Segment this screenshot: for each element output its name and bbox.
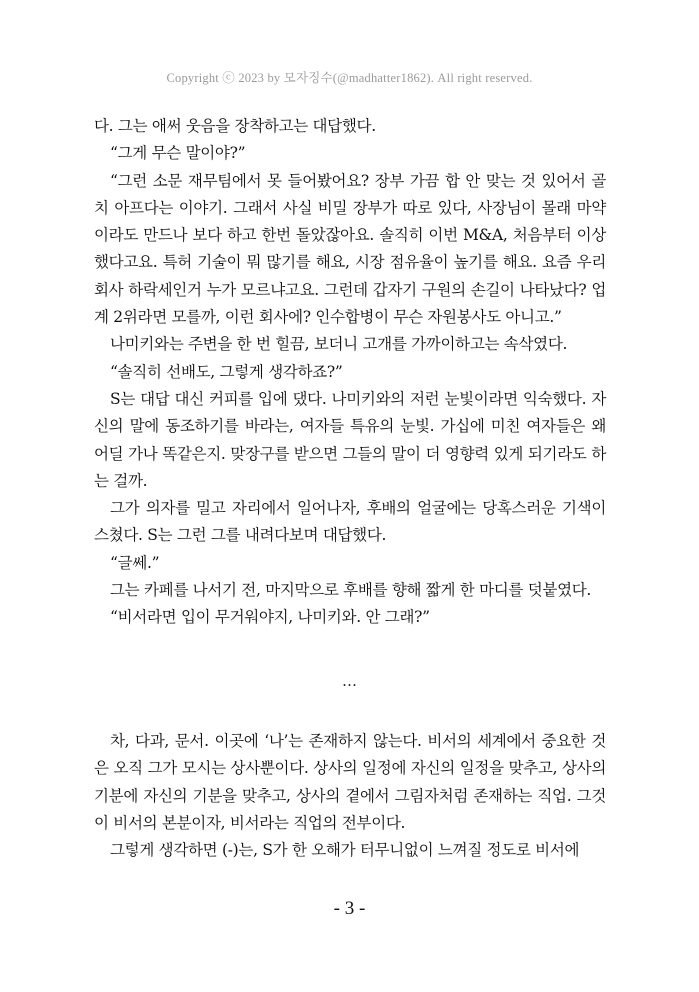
paragraph: “그런 소문 재무팀에서 못 들어봤어요? 장부 가끔 합 안 맞는 것 있어서 골치 아프다는 이야기. 그래서 사실 비밀 장부가 따로 있다, 사장님이 몰래 마약이라도 만드나 보다 하고 한번 돌았잖아요. 솔직히 이번 M&A, 처음부터 이상했다고요. 특허 기술이 뭐 많기를 해요, 시장 점유율이 높기를 해요. 요즘 우리 회사 하락세인거 누가 모르냐고요. 그런데 갑자기 구원의 손길이 나타났다? 업계 2위라면 모를까, 이런 회사에? 인수합병이 무슨 자원봉사도 아니고.” (94, 171, 606, 327)
paragraph: “솔직히 선배도, 그렇게 생각하죠?” (110, 362, 343, 381)
paragraph: “비서라면 입이 무거워야지, 나미키와. 안 그래?” (110, 608, 430, 627)
paragraph: “글쎄.” (110, 553, 160, 572)
section-separator: … (342, 672, 357, 690)
body-text-section-2 (94, 728, 606, 864)
paragraph: “그게 무슨 말이야?” (110, 144, 246, 163)
body-text-section-1 (94, 113, 606, 632)
paragraph: 다. 그는 애써 웃음을 장착하고는 대답했다. (94, 117, 376, 135)
page-number: - 3 - (333, 898, 366, 919)
paragraph: 그렇게 생각하면 (-)는, S가 한 오해가 터무니없이 느껴질 정도로 비서에 (110, 841, 580, 860)
paragraph: 그가 의자를 밀고 자리에서 일어나자, 후배의 얼굴에는 당혹스러운 기색이 스쳤다. S는 그런 그를 내려다보며 대답했다. (94, 499, 606, 545)
paragraph: 그는 카페를 나서기 전, 마지막으로 후배를 향해 짧게 한 마디를 덧붙였다. (110, 581, 592, 600)
paragraph: S는 대답 대신 커피를 입에 댔다. 나미키와의 저런 눈빛이라면 익숙했다. 자신의 말에 동조하기를 바라는, 여자들 특유의 눈빛. 가십에 미친 여자들은 왜 어딜 가나 똑같은지. 맞장구를 받으면 그들의 말이 더 영향력 있게 되기라도 하는 걸까. (94, 389, 606, 490)
paragraph: 차, 다과, 문서. 이곳에 ‘나’는 존재하지 않는다. 비서의 세계에서 중요한 것은 오직 그가 모시는 상사뿐이다. 상사의 일정에 자신의 일정을 맞추고, 상사의 기분에 자신의 기분을 맞추고, 상사의 곁에서 그림자처럼 존재하는 직업. 그것이 비서의 본분이자, 비서라는 직업의 전부이다. (94, 732, 606, 832)
paragraph: 나미키와는 주변을 한 번 힐끔, 보더니 고개를 가까이하고는 속삭였다. (110, 335, 568, 354)
copyright-notice: Copyright ⓒ 2023 by 모자징수(@madhatter1862). All right reserved. (166, 71, 533, 85)
